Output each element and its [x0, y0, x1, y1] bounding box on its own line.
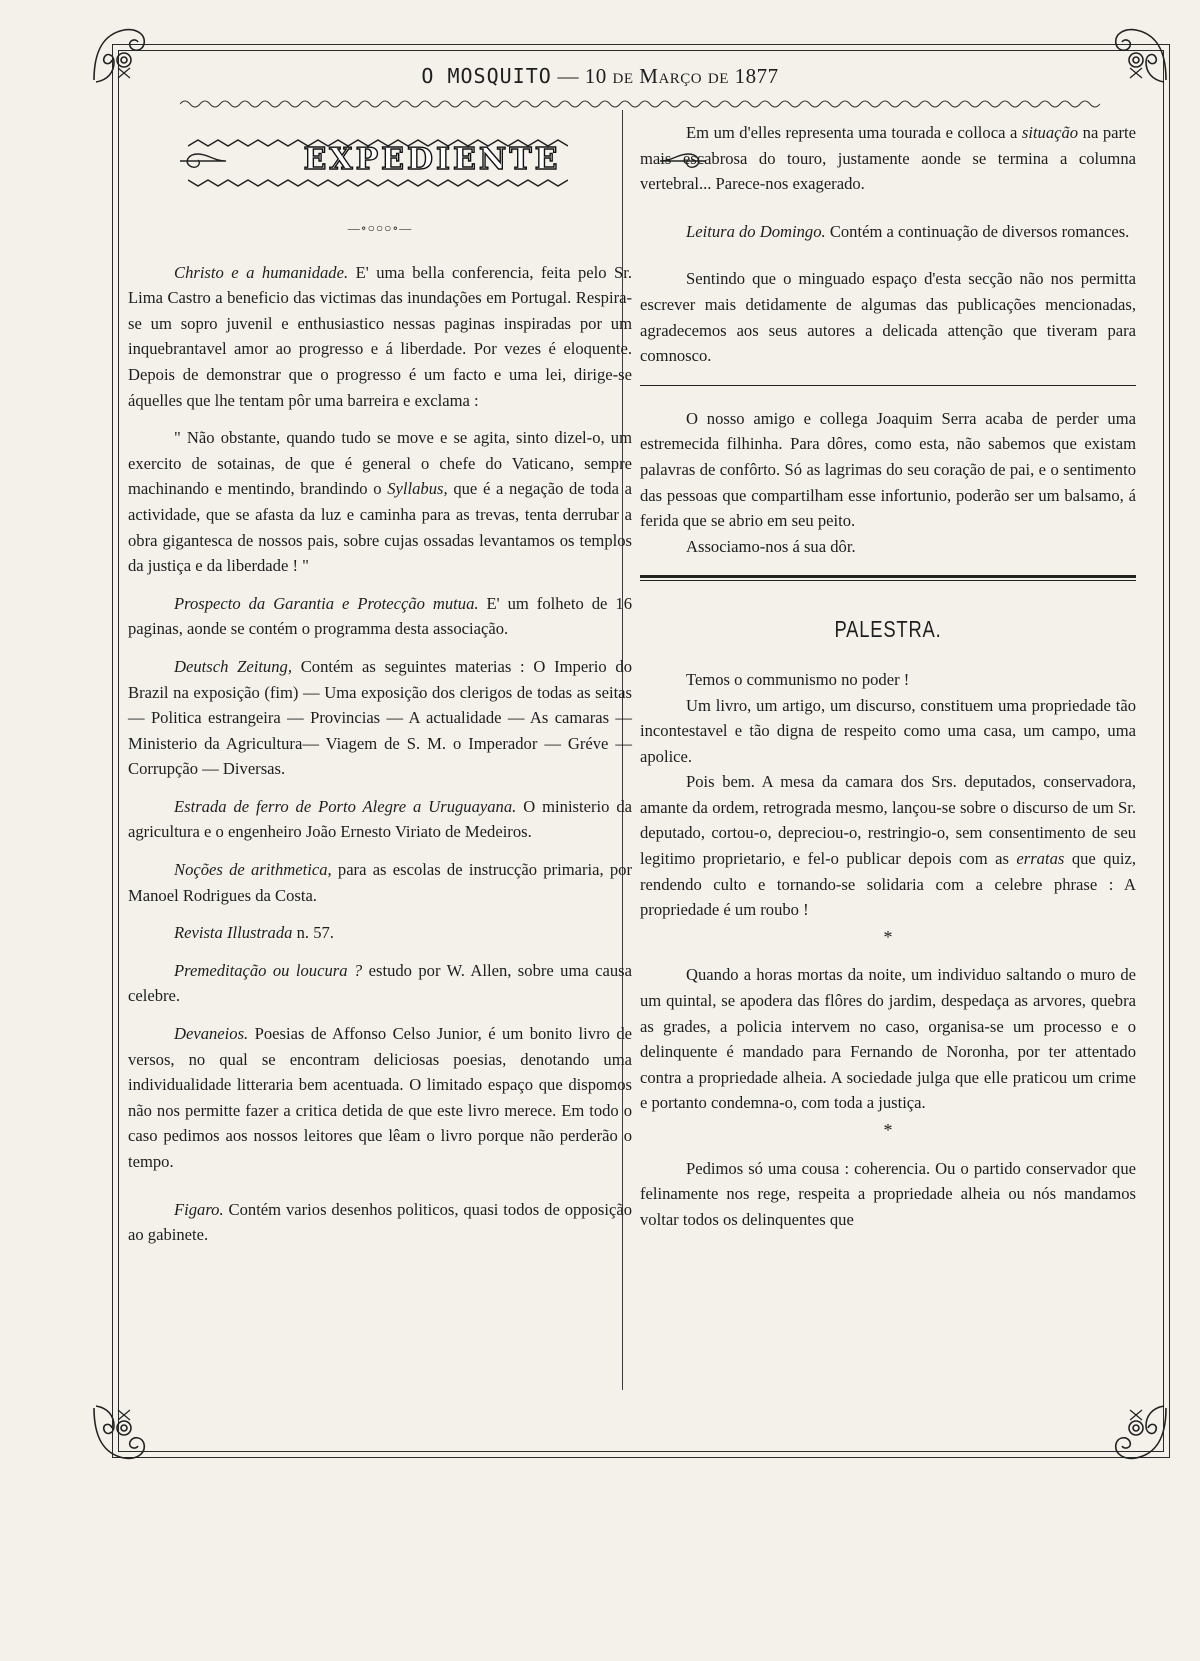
paragraph — [640, 769, 1136, 923]
publication-title: Estrada de ferro de Porto Alegre a Uruguayana. — [174, 796, 517, 816]
paragraph-text: E' um folheto de 16 paginas, aonde se contém o programma desta associação. — [128, 593, 632, 639]
paragraph-text: O ministerio da agricultura e o engenheiro João Ernesto Viriato de Medeiros. — [128, 796, 632, 842]
publication-title: Noções de arithmetica, — [174, 860, 332, 880]
paragraph — [640, 534, 1136, 560]
paragraph — [640, 219, 1136, 245]
publication-title: Premeditação ou loucura ? — [174, 960, 363, 980]
small-divider-ornament: —∘○○○∘— — [347, 221, 413, 235]
paragraph-text: Contém as seguintes materias : O Imperio do Brazil na exposição (fim) — Uma exposição dos clerigos de todas as seitas — Politica estrangeira — Provincias — A actualidade — As camaras — Ministerio da Agricultura— Viagem de S. M. o Imperador — Gréve — Corrupção — Diversas. — [128, 656, 632, 779]
publication-title: Devaneios. — [174, 1024, 249, 1044]
paragraph-text: Contém a continuação de diversos romances. — [825, 221, 1130, 241]
paragraph-text: Poesias de Affonso Celso Junior, é um bonito livro de versos, no qual se encontram deliciosas poesias, denotando uma individualidade litteraria bem acentuada. O limitado espaço que dispomos não nos permitte fazer a critica detida de que este livro merece. Em todo o caso pedimos aos nossos leitores que lêam o livro porque não perderão o tempo. — [128, 1024, 632, 1171]
paragraph-text: Contém varios desenhos politicos, quasi todos de opposição ao gabinete. — [128, 1199, 632, 1245]
corner-ornament-top-left — [84, 20, 156, 92]
corner-ornament-bottom-right — [1104, 1396, 1176, 1468]
quotation-text: " Não obstante, quando tudo se move e se agita, sinto dizel-o, um exercito de sotainas, de que é general o chefe do Vaticano, sempre machinando e mentindo, brandindo o — [128, 428, 632, 499]
paragraph — [640, 406, 1136, 534]
masthead-title: O MOSQUITO — [421, 64, 552, 88]
publication-title: Prospecto da Garantia e Protecção mutua. — [174, 593, 479, 613]
paragraph — [640, 120, 1136, 197]
paragraph-text: Temos o communismo no poder ! — [686, 669, 910, 689]
publication-title: Christo e a humanidade. — [174, 262, 349, 282]
quotation-italic: Syllabus, — [387, 479, 448, 499]
italic-word: erratas — [1016, 849, 1065, 869]
asterisk-separator: * — [883, 1120, 893, 1140]
paragraph-text: O nosso amigo e collega Joaquim Serra acaba de perder uma estremecida filhinha. Para dôres, como esta, não sabemos que existam palavras de confôrto. Só as lagrimas do seu coração de pai, e o sentimento das pessoas que compartilham esse infortunio, poderão ser um balsamo, á ferida que se abrio em seu peito. — [640, 408, 1136, 531]
paragraph-text: Um livro, um artigo, um discurso, constituem uma propriedade tão incontestavel e tão digna de respeito como uma casa, um campo, uma apolice. — [640, 695, 1136, 766]
paragraph — [640, 693, 1136, 770]
paragraph-text: Quando a horas mortas da noite, um individuo saltando o muro de um quintal, se apodera das flôres do jardim, despedaça as arvores, quebra as grades, a policia intervem no caso, organisa-se um processo e o delinquente é mandado para Fernando de Noronha, por ter attentado contra a propriedade alheia. A sociedade julga que elle praticou um crime e portanto condemna-o, com toda a justiça. — [640, 965, 1136, 1113]
paragraph — [640, 667, 1136, 693]
publication-title: Deutsch Zeitung, — [174, 656, 292, 676]
paragraph-text: Pedimos só uma cousa : coherencia. Ou o partido conservador que felinamente nos rege, respeita a propriedade alheia ou nós mandamos voltar todos os delinquentes que — [640, 1158, 1136, 1229]
paragraph — [128, 920, 632, 946]
right-column — [640, 120, 1136, 1232]
paragraph-text: n. 57. — [292, 923, 334, 943]
paragraph — [128, 654, 632, 782]
paragraph-text: na parte mais escabrosa do touro, justamente aonde se termina a columna vertebral... Parece-nos exagerado. — [640, 123, 1136, 194]
left-column — [128, 130, 632, 1248]
page-header — [150, 64, 1050, 89]
section-double-rule — [640, 575, 1136, 581]
header-de: de — [612, 64, 634, 88]
header-year: 1877 — [734, 64, 779, 88]
publication-title: Revista Illustrada — [174, 923, 293, 943]
corner-ornament-top-right — [1104, 20, 1176, 92]
italic-word: situação — [1021, 123, 1079, 142]
paragraph-text: estudo por W. Allen, sobre uma causa celebre. — [128, 960, 632, 1006]
paragraph-text: que quiz, rendendo culto e tornando-se solidaria com a celebre phrase : A propriedade é um roubo ! — [640, 849, 1136, 920]
quotation-text: que é a negação de toda a actividade, que se afasta da luz e caminha para as trevas, tenta derrubar a obra gigantesca de nossos pais, sobre cujas ossadas levantamos os templos da justiça e da liberdade ! " — [128, 479, 632, 576]
paragraph — [128, 958, 632, 1009]
paragraph — [128, 1021, 632, 1175]
section-heading: PALESTRA. — [834, 616, 942, 643]
section-rule — [640, 385, 1136, 386]
header-day: 10 — [584, 64, 607, 88]
header-month: Março — [639, 64, 703, 88]
expediente-heading — [128, 130, 632, 206]
paragraph — [640, 1156, 1136, 1233]
paragraph — [128, 591, 632, 642]
paragraph — [128, 1197, 632, 1248]
paragraph-text: para as escolas de instrucção primaria, por Manoel Rodrigues da Costa. — [128, 860, 632, 905]
corner-ornament-bottom-left — [84, 1396, 156, 1468]
publication-title: Leitura do Domingo. — [686, 221, 826, 241]
paragraph-text: E' uma bella conferencia, feita pelo Sr. Lima Castro a beneficio das victimas das inundações em Portugal. Respira-se um sopro juvenil e enthusiastico nessas paginas inspiradas por um inquebrantavel amor ao progresso e á liberdade. Por vezes é eloquente. Depois de demonstrar que o progresso é um facto e uma lei, dirige-se áquelles que lhe tentam pôr uma barreira e exclama : — [128, 262, 633, 410]
header-de: de — [707, 64, 729, 88]
section-title: EXPEDIENTE — [289, 147, 574, 173]
paragraph-text: Associamo-nos á sua dôr. — [686, 536, 856, 556]
paragraph-text: Pois bem. A mesa da camara dos Srs. deputados, conservadora, amante da ordem, retrograda mesmo, lançou-se sobre o discurso de um Sr. deputado, cortou-o, depreciou-o, restringio-o, sem consentimento de seu legitimo proprietario, e fel-o publicar depois com as — [640, 772, 1136, 869]
header-wavy-rule — [180, 96, 1100, 112]
paragraph — [640, 266, 1136, 368]
asterisk-separator: * — [883, 926, 893, 947]
header-dash: — — [557, 64, 580, 88]
publication-title: Figaro. — [174, 1199, 224, 1219]
paragraph-text: Em um d'elles representa uma tourada e colloca a — [686, 123, 1022, 142]
paragraph — [128, 857, 632, 908]
quotation — [128, 425, 632, 579]
paragraph — [128, 794, 632, 845]
paragraph — [640, 962, 1136, 1116]
paragraph — [128, 260, 632, 414]
heading-ornament-bottom — [188, 178, 568, 188]
paragraph-text: Sentindo que o minguado espaço d'esta secção não nos permitta escrever mais detidamente de algumas das publicações mencionadas, agradecemos aos seus autores a delicada attenção que tiveram para comnosco. — [640, 269, 1136, 366]
